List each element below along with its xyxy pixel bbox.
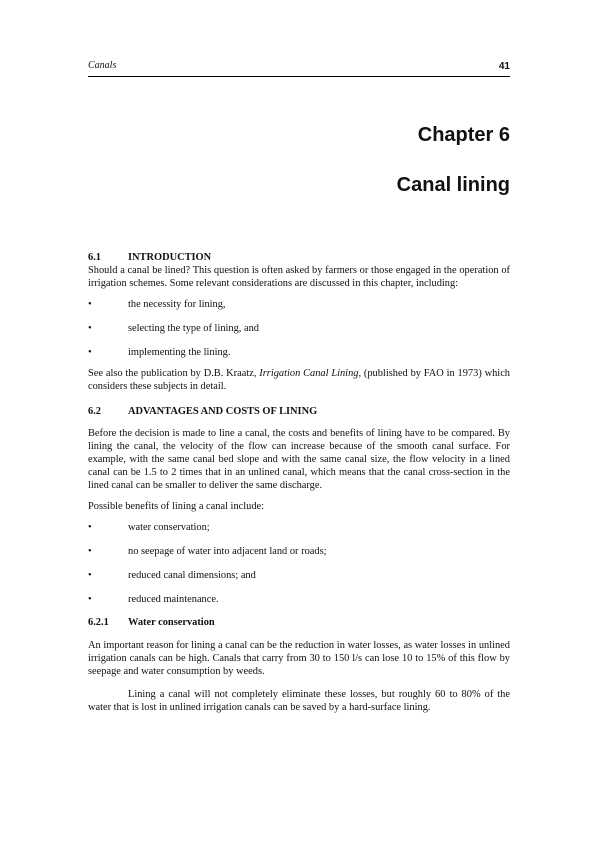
bullet-icon: • xyxy=(88,594,92,605)
bullet-icon: • xyxy=(88,570,92,581)
bullet-icon: • xyxy=(88,323,92,334)
running-header xyxy=(88,58,510,77)
lining-cost-paragraph: Before the decision is made to line a canal, the costs and benefits of lining have to be compared. By lining the canal, the velocity of the flow can increase because of the smooth canal surface. For example, with the same canal bed slope and with the same canal size, the flow velocity in a lined canal can be 1.5 to 2 times that in an unlined canal, which means that the canal cross-section in the lined canal can be smaller to deliver the same discharge. xyxy=(88,428,510,491)
list-item: • reduced canal dimensions; and xyxy=(88,570,256,581)
chapter-number: Chapter 6 xyxy=(417,124,510,146)
page-body xyxy=(88,251,510,714)
section-heading-6-1 xyxy=(88,251,510,264)
section-title: ADVANTAGES AND COSTS OF LINING xyxy=(128,406,318,417)
section-heading-6-2 xyxy=(88,405,510,418)
water-loss-paragraph: An important reason for lining a canal can be the reduction in water losses, as water losses in unlined irrigation canals can be high. Canals that carry from 30 to 150 l/s can lose 10 to 15% of this flow by seepage and water consumption by weeds. xyxy=(88,640,510,677)
list-item: • reduced maintenance. xyxy=(88,594,219,605)
section-number: 6.2 xyxy=(88,406,101,417)
section-number: 6.2.1 xyxy=(88,617,109,628)
considerations-list xyxy=(88,298,510,359)
running-header-title: Canals xyxy=(88,60,117,71)
lining-savings-paragraph: Lining a canal will not completely eliminate these losses, but roughly 60 to 80% of the water that is lost in unlined irrigation canals can be saved by a hard-surface lining. xyxy=(88,689,510,713)
list-item: • no seepage of water into adjacent land or roads; xyxy=(88,546,327,557)
benefits-intro: Possible benefits of lining a canal include: xyxy=(88,501,265,512)
intro-paragraph: Should a canal be lined? This question is often asked by farmers or those engaged in the operation of irrigation schemes. Some relevant considerations are discussed in this chapter, including: xyxy=(88,265,510,289)
chapter-title: Canal lining xyxy=(396,174,510,196)
bullet-icon: • xyxy=(88,347,92,358)
page-number: 41 xyxy=(498,61,510,72)
bullet-icon: • xyxy=(88,522,92,533)
list-item: • the necessity for lining, xyxy=(88,299,226,310)
benefits-list xyxy=(88,521,510,606)
section-heading-6-2-1 xyxy=(88,616,510,629)
list-item: • selecting the type of lining, and xyxy=(88,323,260,334)
section-number: 6.1 xyxy=(88,252,101,263)
list-item: • water conservation; xyxy=(88,522,210,533)
list-item: • implementing the lining. xyxy=(88,347,231,358)
bullet-icon: • xyxy=(88,299,92,310)
see-also-paragraph: See also the publication by D.B. Kraatz, Irrigation Canal Lining, (published by FAO in 1973) which considers these subjects in detail. xyxy=(88,368,511,392)
publication-title: Irrigation Canal Lining, xyxy=(259,368,362,379)
bullet-icon: • xyxy=(88,546,92,557)
section-title: Water conservation xyxy=(128,617,215,628)
section-title: INTRODUCTION xyxy=(128,252,212,263)
